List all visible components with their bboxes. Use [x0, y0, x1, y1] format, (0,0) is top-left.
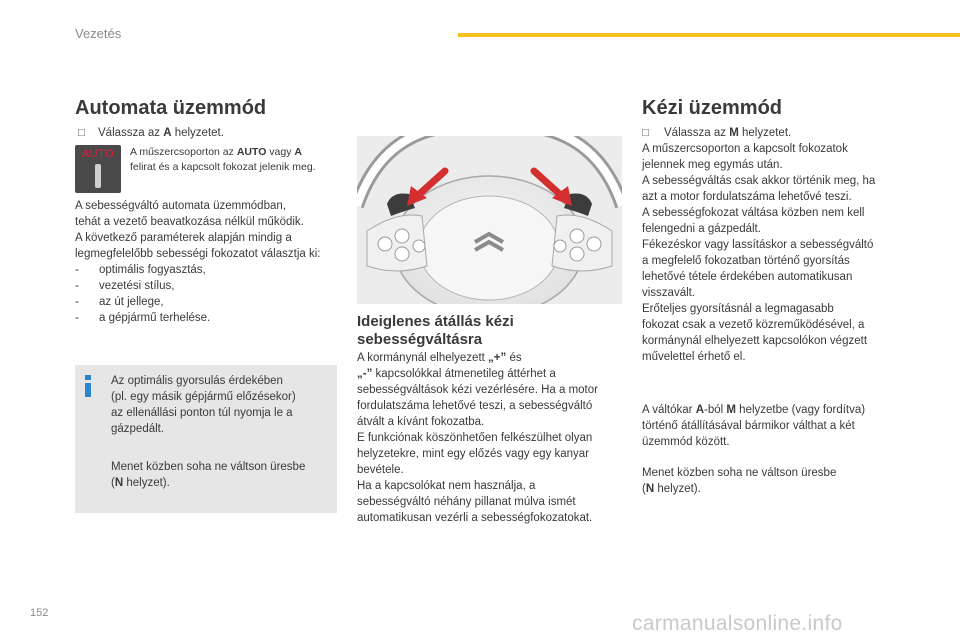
- checkbox-bullet-icon: □: [78, 127, 85, 139]
- automatic-mode-step: □ Válassza az A helyzetet.: [78, 127, 224, 139]
- manual-mode-description: □ Válassza az M helyzetet. A műszercsoporton a kapcsolt fokozatok jelennek meg egymás után. A sebességváltás csak akkor történik meg, ha azt a motor fordulatszáma lehetővé teszi. A sebességfokozat váltása közben nem kell felengedni a gázpedált. Fékezéskor vagy lassításkor a sebességváltó a megfelelő fokozatban történő gyorsítás lehetővé tétele érdekében automatikusan visszavált. Erőteljes gyorsításnál a legmagasabb fokozat csak a vezető közreműködésével, a kormánynál elhelyezett kapcsolókon végzett művelettel érhető el.: [642, 125, 912, 365]
- param-list-item: - a gépjármű terhelése.: [75, 312, 211, 324]
- automatic-mode-description: A sebességváltó automata üzemmódban, tehát a vezető beavatkozása nélkül működik. A következő paraméterek alapján mindig a legmegfelelőbb sebességi fokozatot választja ki: - optimális fogyasztás, - vezetési stílus, - az út jellege, - a gépjármű terhelése.: [75, 198, 345, 326]
- checkbox-bullet-icon: □: [642, 127, 649, 139]
- steering-wheel-illustration: [357, 136, 622, 304]
- param-list-item: - vezetési stílus,: [75, 280, 175, 292]
- gear-lever-icon: [95, 164, 101, 188]
- param-list-item: - az út jellege,: [75, 296, 164, 308]
- auto-badge-label: AUTO: [81, 148, 115, 160]
- section-accent-bar: [458, 33, 960, 37]
- neutral-warning: Menet közben soha ne váltson üresbe (N helyzet).: [642, 467, 837, 495]
- watermark: carmanualsonline.info: [632, 612, 843, 635]
- temporary-manual-description: A kormánynál elhelyezett „+” és „-” kapcsolókkal átmenetileg áttérhet a sebességváltások kézi vezérlésére. Ha a motor fordulatszáma lehetővé teszi, a sebességváltó átvált a kívánt fokozatba. E funkciónak köszönhetően felkészülhet olyan helyzetekre, mint egy előzés vagy egy kanyar bevétele. Ha a kapcsolókat nem használja, a sebességváltó néhány pillanat múlva ismét automatikusan vezérli a sebességfokozatokat.: [357, 352, 598, 524]
- auto-display-icon: [75, 145, 121, 193]
- manual-mode-title: Kézi üzemmód: [642, 97, 783, 119]
- page-number: 152: [30, 607, 49, 619]
- info-box: [75, 365, 337, 513]
- param-list-item: - optimális fogyasztás,: [75, 264, 206, 276]
- info-icon: [84, 375, 92, 397]
- automatic-mode-title: Automata üzemmód: [75, 97, 267, 119]
- mode-switch-note: A váltókar A-ból M helyzetbe (vagy fordítva) történő átállításával bármikor válthat a két üzemmód között.: [642, 404, 866, 448]
- section-label: Vezetés: [75, 26, 122, 41]
- manual-mode-step: □ Válassza az M helyzetet.: [642, 127, 792, 139]
- auto-badge-note: A műszercsoporton az AUTO vagy A felirat és a kapcsolt fokozat jelenik meg.: [130, 146, 316, 173]
- info-box-text: Az optimális gyorsulás érdekében (pl. egy másik gépjármű előzésekor) az ellenállási ponton túl nyomja le a gázpedált. Menet közben soha ne váltson üresbe (N helyzet).: [111, 375, 306, 489]
- temporary-manual-title: Ideiglenes átállás kézi sebességváltásra: [357, 313, 514, 348]
